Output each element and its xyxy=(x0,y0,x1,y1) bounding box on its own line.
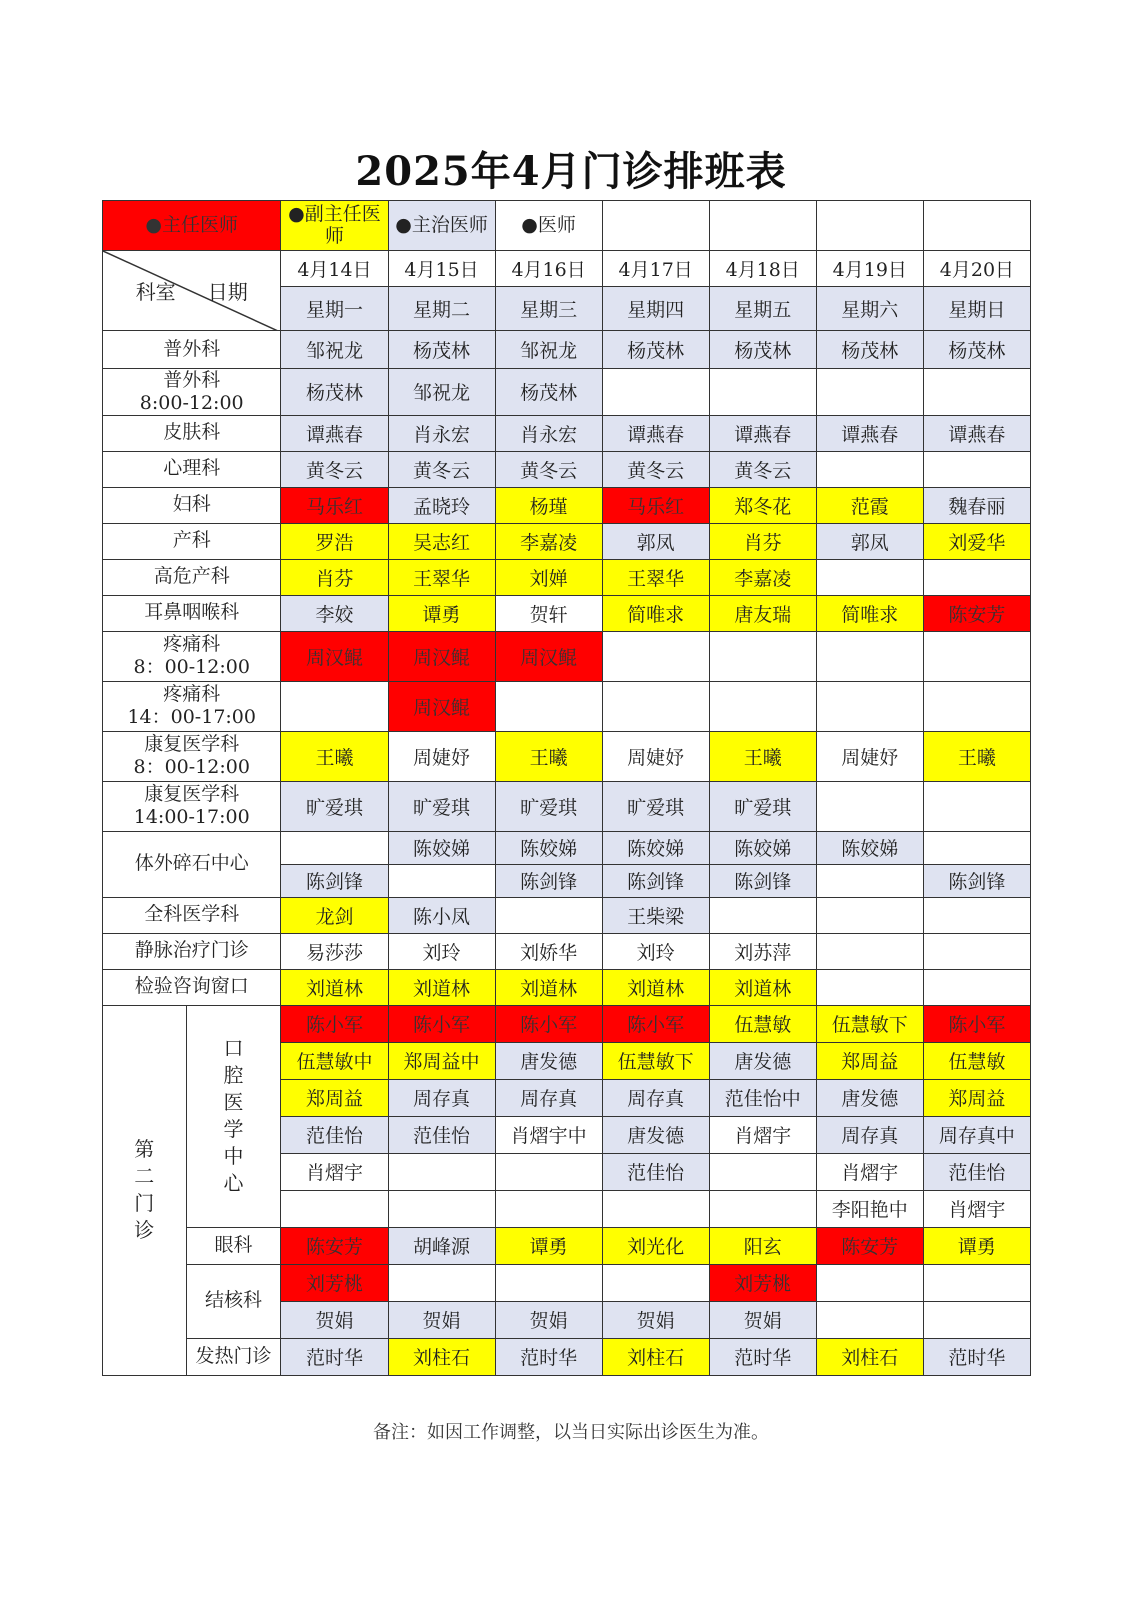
doctor-cell: 伍慧敏中 xyxy=(281,1042,388,1079)
schedule-row xyxy=(103,631,1031,681)
doctor-cell xyxy=(923,1301,1030,1338)
date-cell: 4月17日 xyxy=(602,251,709,287)
doctor-cell xyxy=(923,1264,1030,1301)
doctor-cell: 阳玄 xyxy=(709,1227,816,1264)
doctor-cell: 陈剑锋 xyxy=(709,864,816,897)
doctor-cell: 范佳怡 xyxy=(602,1153,709,1190)
schedule-row xyxy=(103,1005,1031,1042)
doctor-cell xyxy=(602,1190,709,1227)
doctor-cell: 肖芬 xyxy=(709,523,816,559)
doctor-cell xyxy=(388,1190,495,1227)
doctor-cell xyxy=(816,559,923,595)
schedule-row xyxy=(103,331,1031,369)
department-name: 疼痛科 xyxy=(163,633,221,656)
schedule-row xyxy=(103,831,1031,864)
doctor-cell: 陈小军 xyxy=(495,1005,602,1042)
doctor-cell: 邹祝龙 xyxy=(281,331,388,369)
doctor-cell: 贺娟 xyxy=(709,1301,816,1338)
weekday-cell: 星期三 xyxy=(495,287,602,331)
date-cell: 4月20日 xyxy=(923,251,1030,287)
department-name: 全科医学科 xyxy=(144,903,240,926)
doctor-cell: 唐发德 xyxy=(602,1116,709,1153)
legend-physician: ●医师 xyxy=(495,201,602,251)
doctor-cell xyxy=(816,1301,923,1338)
schedule-row xyxy=(103,1338,1031,1375)
schedule-row xyxy=(103,731,1031,781)
doctor-cell: 李姣 xyxy=(281,595,388,631)
doctor-cell: 陈安芳 xyxy=(281,1227,388,1264)
doctor-cell: 陈姣娣 xyxy=(495,831,602,864)
doctor-cell: 贺轩 xyxy=(495,595,602,631)
doctor-cell: 范时华 xyxy=(495,1338,602,1375)
legend-empty xyxy=(923,201,1030,251)
doctor-cell xyxy=(709,369,816,416)
doctor-cell: 黄冬云 xyxy=(495,451,602,487)
doctor-cell: 简唯求 xyxy=(816,595,923,631)
doctor-cell: 唐友瑞 xyxy=(709,595,816,631)
doctor-cell: 吴志红 xyxy=(388,523,495,559)
doctor-cell: 谭燕春 xyxy=(816,415,923,451)
doctor-cell: 唐发德 xyxy=(495,1042,602,1079)
doctor-cell xyxy=(923,369,1030,416)
doctor-cell: 旷爱琪 xyxy=(602,781,709,831)
doctor-cell: 杨茂林 xyxy=(281,369,388,416)
date-cell: 4月18日 xyxy=(709,251,816,287)
department-label xyxy=(103,631,281,681)
doctor-cell: 周婕妤 xyxy=(816,731,923,781)
doctor-cell: 周婕妤 xyxy=(602,731,709,781)
doctor-cell: 郑冬花 xyxy=(709,487,816,523)
schedule-row xyxy=(103,897,1031,933)
department-label xyxy=(103,415,281,451)
doctor-cell xyxy=(495,681,602,731)
legend-row xyxy=(103,201,1031,251)
doctor-cell: 陈姣娣 xyxy=(816,831,923,864)
weekday-cell: 星期日 xyxy=(923,287,1030,331)
doctor-cell xyxy=(923,831,1030,864)
doctor-cell: 谭燕春 xyxy=(281,415,388,451)
schedule-row xyxy=(103,933,1031,969)
doctor-cell xyxy=(495,897,602,933)
schedule-row xyxy=(103,781,1031,831)
doctor-cell xyxy=(388,1153,495,1190)
doctor-cell: 刘婵 xyxy=(495,559,602,595)
date-cell: 4月16日 xyxy=(495,251,602,287)
doctor-cell: 郑周益中 xyxy=(388,1042,495,1079)
doctor-cell: 谭燕春 xyxy=(602,415,709,451)
doctor-cell: 杨茂林 xyxy=(816,331,923,369)
doctor-cell: 王翠华 xyxy=(388,559,495,595)
doctor-cell: 周汉鲲 xyxy=(495,631,602,681)
doctor-cell: 肖熠宇 xyxy=(709,1116,816,1153)
doctor-cell xyxy=(709,1153,816,1190)
doctor-cell: 刘道林 xyxy=(388,969,495,1005)
doctor-cell: 范时华 xyxy=(923,1338,1030,1375)
doctor-cell: 李嘉凌 xyxy=(709,559,816,595)
corner-header xyxy=(103,251,281,331)
doctor-cell: 陈小军 xyxy=(602,1005,709,1042)
weekday-cell: 星期四 xyxy=(602,287,709,331)
department-name: 普外科 xyxy=(163,337,221,360)
department-name: 疼痛科 xyxy=(163,683,221,706)
department-label xyxy=(103,731,281,781)
doctor-cell: 马乐红 xyxy=(281,487,388,523)
doctor-cell: 范佳怡 xyxy=(388,1116,495,1153)
department-hours: 14:00-17:00 xyxy=(133,806,250,829)
doctor-cell: 贺娟 xyxy=(388,1301,495,1338)
doctor-cell: 唐发德 xyxy=(709,1042,816,1079)
doctor-cell: 周汉鲲 xyxy=(388,631,495,681)
schedule-row xyxy=(103,451,1031,487)
doctor-cell: 伍慧敏下 xyxy=(602,1042,709,1079)
doctor-cell: 刘芳桃 xyxy=(281,1264,388,1301)
date-cell: 4月14日 xyxy=(281,251,388,287)
doctor-cell xyxy=(816,897,923,933)
doctor-cell: 周存真 xyxy=(816,1116,923,1153)
doctor-cell: 谭燕春 xyxy=(709,415,816,451)
schedule-row xyxy=(103,681,1031,731)
department-hours: 8:00-12:00 xyxy=(139,391,244,414)
doctor-cell: 周汉鲲 xyxy=(281,631,388,681)
schedule-row xyxy=(103,369,1031,416)
doctor-cell: 旷爱琪 xyxy=(281,781,388,831)
department-label xyxy=(103,595,281,631)
doctor-cell: 郭凤 xyxy=(602,523,709,559)
doctor-cell: 刘道林 xyxy=(709,969,816,1005)
page-title: 2025年4月门诊排班表 xyxy=(355,148,787,195)
doctor-cell: 陈剑锋 xyxy=(923,864,1030,897)
department-name: 静脉治疗门诊 xyxy=(134,939,249,962)
doctor-cell: 肖熠宇 xyxy=(816,1153,923,1190)
doctor-cell: 范佳怡 xyxy=(281,1116,388,1153)
doctor-cell: 王翠华 xyxy=(602,559,709,595)
doctor-cell: 陈姣娣 xyxy=(388,831,495,864)
doctor-cell: 马乐红 xyxy=(602,487,709,523)
doctor-cell: 易莎莎 xyxy=(281,933,388,969)
doctor-cell: 贺娟 xyxy=(495,1301,602,1338)
department-label xyxy=(103,897,281,933)
doctor-cell: 陈小军 xyxy=(923,1005,1030,1042)
doctor-cell: 范佳怡中 xyxy=(709,1079,816,1116)
doctor-cell xyxy=(709,1190,816,1227)
doctor-cell: 贺娟 xyxy=(281,1301,388,1338)
doctor-cell: 杨茂林 xyxy=(388,331,495,369)
doctor-cell xyxy=(816,969,923,1005)
doctor-cell: 伍慧敏下 xyxy=(816,1005,923,1042)
doctor-cell xyxy=(816,1264,923,1301)
doctor-cell xyxy=(709,631,816,681)
date-cell: 4月19日 xyxy=(816,251,923,287)
doctor-cell xyxy=(602,369,709,416)
oral-center-label xyxy=(186,1005,281,1227)
doctor-cell xyxy=(923,681,1030,731)
department-name: 普外科 xyxy=(163,369,221,391)
legend-empty xyxy=(709,201,816,251)
fever-dept-label: 发热门诊 xyxy=(186,1338,281,1375)
doctor-cell: 肖永宏 xyxy=(495,415,602,451)
doctor-cell: 谭勇 xyxy=(495,1227,602,1264)
department-label xyxy=(103,331,281,369)
doctor-cell: 郭凤 xyxy=(816,523,923,559)
doctor-cell: 黄冬云 xyxy=(602,451,709,487)
doctor-cell: 刘柱石 xyxy=(602,1338,709,1375)
doctor-cell xyxy=(816,864,923,897)
weekday-cell: 星期二 xyxy=(388,287,495,331)
doctor-cell: 周婕妤 xyxy=(388,731,495,781)
doctor-cell: 肖芬 xyxy=(281,559,388,595)
doctor-cell: 谭燕春 xyxy=(923,415,1030,451)
weekday-cell: 星期一 xyxy=(281,287,388,331)
doctor-cell: 黄冬云 xyxy=(388,451,495,487)
weekday-cell: 星期六 xyxy=(816,287,923,331)
doctor-cell: 黄冬云 xyxy=(281,451,388,487)
doctor-cell xyxy=(923,451,1030,487)
department-name: 康复医学科 xyxy=(144,733,240,756)
doctor-cell: 肖熠宇中 xyxy=(495,1116,602,1153)
second-clinic-text: 第二门诊 xyxy=(134,1137,155,1243)
doctor-cell: 郑周益 xyxy=(923,1079,1030,1116)
doctor-cell: 唐发德 xyxy=(816,1079,923,1116)
doctor-cell: 肖永宏 xyxy=(388,415,495,451)
doctor-cell: 刘道林 xyxy=(495,969,602,1005)
department-label xyxy=(103,781,281,831)
date-cell: 4月15日 xyxy=(388,251,495,287)
doctor-cell: 刘爱华 xyxy=(923,523,1030,559)
doctor-cell: 简唯求 xyxy=(602,595,709,631)
doctor-cell xyxy=(923,781,1030,831)
doctor-cell: 陈剑锋 xyxy=(495,864,602,897)
department-label xyxy=(103,969,281,1005)
doctor-cell: 周存真中 xyxy=(923,1116,1030,1153)
doctor-cell: 杨茂林 xyxy=(602,331,709,369)
department-name: 高危产科 xyxy=(153,565,230,588)
schedule-row xyxy=(103,969,1031,1005)
doctor-cell: 王曦 xyxy=(495,731,602,781)
doctor-cell xyxy=(923,897,1030,933)
department-name: 检验咨询窗口 xyxy=(134,975,249,998)
doctor-cell: 伍慧敏 xyxy=(923,1042,1030,1079)
footnote: 备注：如因工作调整，以当日实际出诊医生为准。 xyxy=(373,1422,769,1443)
doctor-cell: 肖熠宇 xyxy=(923,1190,1030,1227)
doctor-cell: 范时华 xyxy=(709,1338,816,1375)
doctor-cell: 旷爱琪 xyxy=(709,781,816,831)
doctor-cell: 杨茂林 xyxy=(495,369,602,416)
doctor-cell: 范时华 xyxy=(281,1338,388,1375)
doctor-cell xyxy=(816,369,923,416)
doctor-cell: 刘道林 xyxy=(281,969,388,1005)
doctor-cell: 刘道林 xyxy=(602,969,709,1005)
legend-empty xyxy=(602,201,709,251)
doctor-cell: 肖熠宇 xyxy=(281,1153,388,1190)
weekday-cell: 星期五 xyxy=(709,287,816,331)
corner-dept-label: 科室 xyxy=(135,280,176,304)
eye-dept-label: 眼科 xyxy=(186,1227,281,1264)
doctor-cell: 旷爱琪 xyxy=(495,781,602,831)
doctor-cell: 刘玲 xyxy=(388,933,495,969)
doctor-cell xyxy=(495,1190,602,1227)
doctor-cell xyxy=(923,559,1030,595)
doctor-cell xyxy=(281,681,388,731)
doctor-cell: 贺娟 xyxy=(602,1301,709,1338)
doctor-cell xyxy=(816,451,923,487)
doctor-cell: 李阳艳中 xyxy=(816,1190,923,1227)
doctor-cell xyxy=(388,1264,495,1301)
doctor-cell: 王曦 xyxy=(281,731,388,781)
doctor-cell: 胡峰源 xyxy=(388,1227,495,1264)
schedule-row xyxy=(103,559,1031,595)
doctor-cell: 周存真 xyxy=(388,1079,495,1116)
second-clinic-label xyxy=(103,1005,187,1375)
legend-empty xyxy=(816,201,923,251)
doctor-cell: 陈安芳 xyxy=(816,1227,923,1264)
department-name: 康复医学科 xyxy=(144,783,240,806)
doctor-cell xyxy=(923,933,1030,969)
doctor-cell xyxy=(602,631,709,681)
doctor-cell: 陈小军 xyxy=(388,1005,495,1042)
legend-chief: ●主任医师 xyxy=(103,201,281,251)
legend-associate: ●副主任医师 xyxy=(281,201,388,251)
doctor-cell: 陈剑锋 xyxy=(602,864,709,897)
schedule-table xyxy=(102,200,1031,1376)
schedule-row xyxy=(103,1227,1031,1264)
doctor-cell: 王柴梁 xyxy=(602,897,709,933)
doctor-cell: 刘玲 xyxy=(602,933,709,969)
department-name: 心理科 xyxy=(163,457,221,480)
doctor-cell: 黄冬云 xyxy=(709,451,816,487)
schedule-row xyxy=(103,595,1031,631)
doctor-cell: 刘娇华 xyxy=(495,933,602,969)
department-label xyxy=(103,487,281,523)
department-name: 妇科 xyxy=(172,493,211,516)
doctor-cell xyxy=(709,897,816,933)
doctor-cell: 刘光化 xyxy=(602,1227,709,1264)
department-label: 体外碎石中心 xyxy=(103,831,281,897)
department-name: 耳鼻咽喉科 xyxy=(144,601,240,624)
doctor-cell: 陈小军 xyxy=(281,1005,388,1042)
corner-date-label: 日期 xyxy=(207,280,248,304)
doctor-cell xyxy=(388,864,495,897)
schedule-row xyxy=(103,1264,1031,1301)
department-label xyxy=(103,559,281,595)
doctor-cell: 陈小凤 xyxy=(388,897,495,933)
doctor-cell xyxy=(923,631,1030,681)
doctor-cell xyxy=(602,681,709,731)
doctor-cell xyxy=(602,1264,709,1301)
doctor-cell xyxy=(923,969,1030,1005)
doctor-cell xyxy=(816,681,923,731)
doctor-cell: 杨茂林 xyxy=(709,331,816,369)
doctor-cell: 旷爱琪 xyxy=(388,781,495,831)
doctor-cell: 孟晓玲 xyxy=(388,487,495,523)
department-name: 产科 xyxy=(172,529,211,552)
department-hours: 8：00-12:00 xyxy=(133,656,250,679)
oral-center-text: 口腔医学中心 xyxy=(223,1036,244,1196)
schedule-body xyxy=(103,201,1031,1376)
doctor-cell: 邹祝龙 xyxy=(495,331,602,369)
doctor-cell: 李嘉凌 xyxy=(495,523,602,559)
department-hours: 14：00-17:00 xyxy=(127,706,256,729)
doctor-cell: 龙剑 xyxy=(281,897,388,933)
legend-attending: ●主治医师 xyxy=(388,201,495,251)
doctor-cell: 陈剑锋 xyxy=(281,864,388,897)
doctor-cell: 郑周益 xyxy=(816,1042,923,1079)
doctor-cell: 郑周益 xyxy=(281,1079,388,1116)
doctor-cell: 罗浩 xyxy=(281,523,388,559)
doctor-cell xyxy=(709,681,816,731)
doctor-cell xyxy=(495,1264,602,1301)
schedule-row xyxy=(103,415,1031,451)
doctor-cell: 谭勇 xyxy=(388,595,495,631)
doctor-cell: 王曦 xyxy=(923,731,1030,781)
doctor-cell: 邹祝龙 xyxy=(388,369,495,416)
department-label xyxy=(103,681,281,731)
department-label xyxy=(103,933,281,969)
doctor-cell: 陈姣娣 xyxy=(602,831,709,864)
doctor-cell xyxy=(816,631,923,681)
tb-dept-label: 结核科 xyxy=(186,1264,281,1338)
doctor-cell: 杨瑾 xyxy=(495,487,602,523)
doctor-cell: 范霞 xyxy=(816,487,923,523)
department-label xyxy=(103,369,281,416)
schedule-row xyxy=(103,487,1031,523)
doctor-cell xyxy=(816,781,923,831)
date-row xyxy=(103,251,1031,287)
doctor-cell xyxy=(281,1190,388,1227)
doctor-cell: 周存真 xyxy=(602,1079,709,1116)
doctor-cell: 周存真 xyxy=(495,1079,602,1116)
schedule-row xyxy=(103,523,1031,559)
department-hours: 8：00-12:00 xyxy=(133,756,250,779)
doctor-cell: 刘柱石 xyxy=(816,1338,923,1375)
doctor-cell: 陈姣娣 xyxy=(709,831,816,864)
doctor-cell: 谭勇 xyxy=(923,1227,1030,1264)
doctor-cell: 刘柱石 xyxy=(388,1338,495,1375)
department-name: 皮肤科 xyxy=(163,421,221,444)
doctor-cell: 陈安芳 xyxy=(923,595,1030,631)
doctor-cell xyxy=(816,933,923,969)
doctor-cell: 范佳怡 xyxy=(923,1153,1030,1190)
doctor-cell xyxy=(281,831,388,864)
doctor-cell: 杨茂林 xyxy=(923,331,1030,369)
diagonal-line xyxy=(103,251,278,331)
doctor-cell: 伍慧敏 xyxy=(709,1005,816,1042)
doctor-cell: 周汉鲲 xyxy=(388,681,495,731)
department-label xyxy=(103,523,281,559)
department-label xyxy=(103,451,281,487)
doctor-cell: 刘苏萍 xyxy=(709,933,816,969)
doctor-cell: 王曦 xyxy=(709,731,816,781)
doctor-cell: 刘芳桃 xyxy=(709,1264,816,1301)
doctor-cell: 魏春丽 xyxy=(923,487,1030,523)
doctor-cell xyxy=(495,1153,602,1190)
